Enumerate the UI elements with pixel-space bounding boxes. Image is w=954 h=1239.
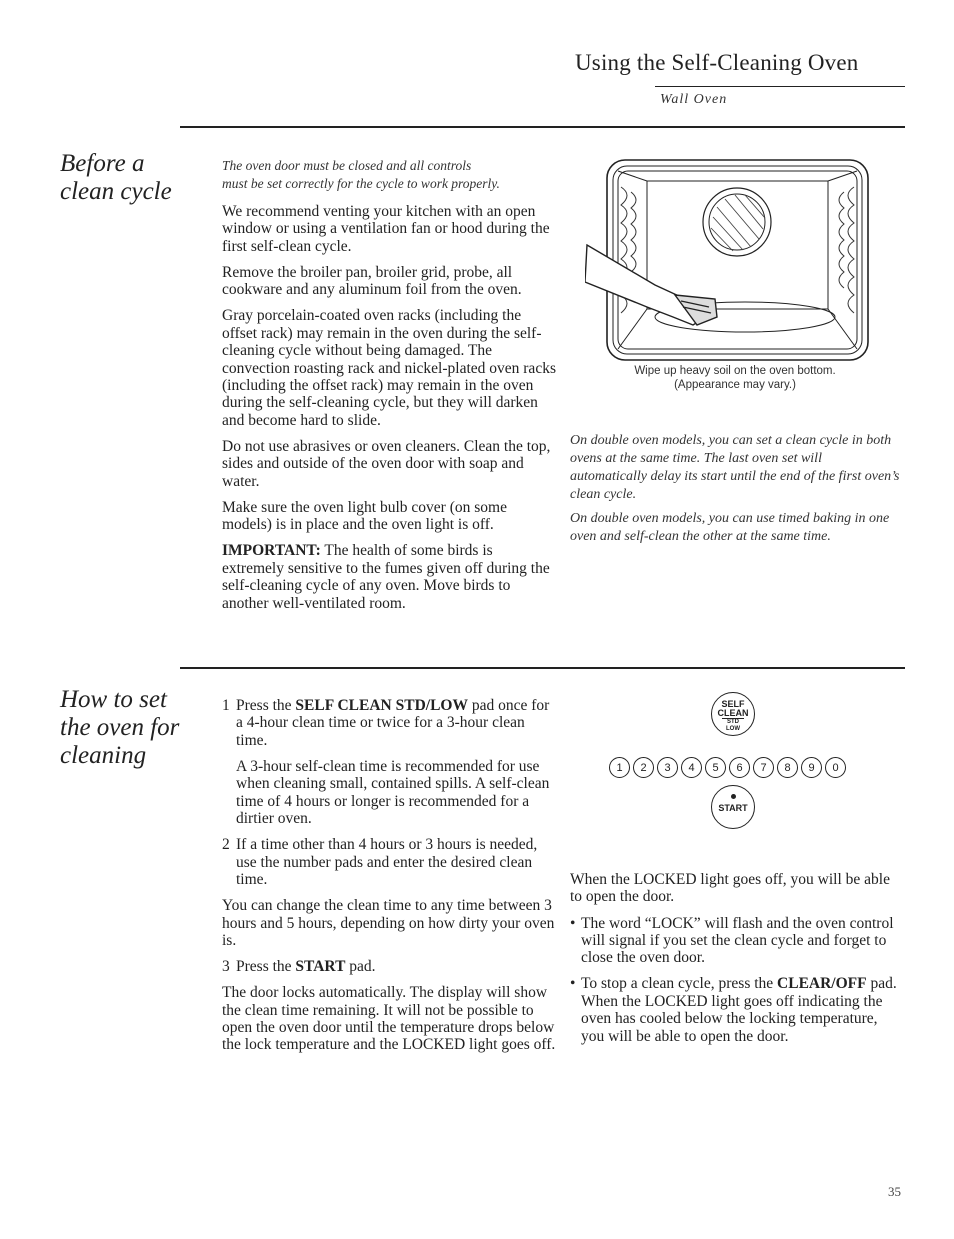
oven-illustration bbox=[585, 157, 870, 362]
paragraph-remove: Remove the broiler pan, broiler grid, probe, all cookware and any aluminum foil from the oven. bbox=[222, 263, 522, 299]
howto-left-column bbox=[222, 697, 557, 1054]
howto-right-column bbox=[570, 871, 900, 1045]
locked-light-text: When the LOCKED light goes off, you will be able to open the door. bbox=[570, 871, 890, 906]
step-1-note: A 3-hour self-clean time is recommended for use when cleaning small, contained spills. A self-clean time of 4 hours or longer is recommended for a dirtier oven. bbox=[236, 757, 550, 828]
page-title: Using the Self-Cleaning Oven bbox=[575, 50, 859, 75]
step-2: 2 If a time other than 4 hours or 3 hours is needed, use the number pads and enter the desired clean time. bbox=[222, 836, 538, 889]
section-title-before: Before a clean cycle bbox=[60, 150, 172, 205]
number-pad-7[interactable]: 7 bbox=[753, 757, 774, 778]
door-locks-text: The door locks automatically. The display will show the clean time remaining. It will not be possible to open the oven door until the temperature drops below the lock temperature and the LOCKED light goes off. bbox=[222, 984, 556, 1054]
start-indicator-dot bbox=[731, 794, 736, 799]
bullet-stop-clean: • To stop a clean cycle, press the CLEAR/OFF pad. When the LOCKED light goes off indicating the oven has cooled below the locking temperature, you will be able to open the door. bbox=[570, 975, 897, 1045]
before-left-column bbox=[222, 157, 557, 612]
number-pad-row bbox=[609, 757, 846, 778]
number-pad-5[interactable]: 5 bbox=[705, 757, 726, 778]
number-pad-8[interactable]: 8 bbox=[777, 757, 798, 778]
paragraph-venting: We recommend venting your kitchen with an open window or using a ventilation fan or hood during the first self-clean cycle. bbox=[222, 203, 550, 255]
section-title-howto: How to set the oven for cleaning bbox=[60, 686, 180, 769]
paragraph-light: Make sure the oven light bulb cover (on some models) is in place and the oven light is off. bbox=[222, 498, 507, 534]
oven-interior-drawing bbox=[585, 157, 870, 362]
paragraph-racks: Gray porcelain-coated oven racks (including the offset rack) may remain in the oven during the self-cleaning cycle without being damaged. The convection roasting rack and nickel-plated oven racks (including the offset rack) may remain in the oven during the self-cleaning cycle, but they will darken and become hard to slide. bbox=[222, 307, 556, 429]
double-oven-note-2: On double oven models, you can use timed baking in one oven and self-clean the other at the same time. bbox=[570, 511, 890, 544]
number-pad-0[interactable]: 0 bbox=[825, 757, 846, 778]
section-divider bbox=[180, 667, 905, 669]
header-divider bbox=[655, 86, 905, 87]
double-oven-note-1: On double oven models, you can set a clean cycle in both ovens at the same time. The last oven set will automatically delay its start until the end of the first oven’s clean cycle. bbox=[570, 433, 900, 502]
number-pad-3[interactable]: 3 bbox=[657, 757, 678, 778]
illustration-caption: Wipe up heavy soil on the oven bottom. (Appearance may vary.) bbox=[634, 365, 836, 391]
door-note: The oven door must be closed and all controls must be set correctly for the cycle to work properly. bbox=[222, 158, 500, 191]
page-number: 35 bbox=[888, 1184, 901, 1199]
number-pad-1[interactable]: 1 bbox=[609, 757, 630, 778]
paragraph-important: IMPORTANT: The health of some birds is extremely sensitive to the fumes given off during the self-cleaning cycle of any oven. Move birds to another well-ventilated room. bbox=[222, 542, 550, 612]
step-1: 1 Press the SELF CLEAN STD/LOW pad once for a 4-hour clean time or twice for a 3-hour clean time. bbox=[222, 697, 550, 749]
paragraph-abrasives: Do not use abrasives or oven cleaners. Clean the top, sides and outside of the oven door with soap and water. bbox=[222, 437, 551, 490]
number-pad-2[interactable]: 2 bbox=[633, 757, 654, 778]
number-pad-6[interactable]: 6 bbox=[729, 757, 750, 778]
number-pad-4[interactable]: 4 bbox=[681, 757, 702, 778]
bullet-lock-flash: • The word “LOCK” will flash and the oven control will signal if you set the clean cycle and forget to close the oven door. bbox=[570, 914, 894, 967]
change-clean-time-text: You can change the clean time to any time between 3 hours and 5 hours, depending on how dirty your oven is. bbox=[222, 897, 555, 949]
step-3: 3 Press the START pad. bbox=[222, 958, 376, 976]
self-clean-pad[interactable]: SELF CLEAN STD LOW bbox=[711, 692, 755, 736]
section-divider bbox=[180, 126, 905, 128]
page-subtitle: Wall Oven bbox=[660, 92, 728, 107]
start-pad[interactable]: START bbox=[711, 785, 755, 829]
number-pad-9[interactable]: 9 bbox=[801, 757, 822, 778]
